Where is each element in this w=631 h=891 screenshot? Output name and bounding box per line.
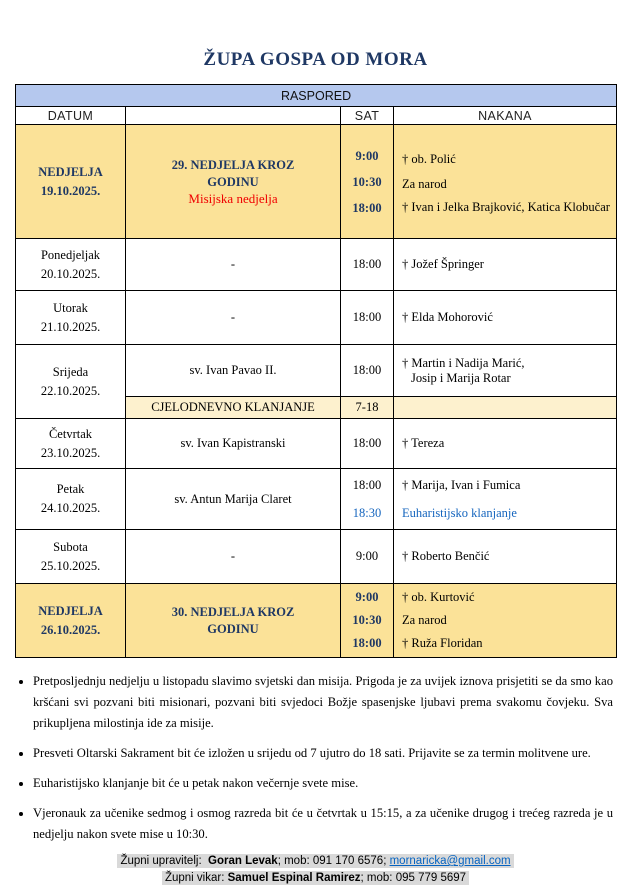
parish-vicar-line: [0, 872, 631, 884]
intention-line: † Ruža Floridan: [402, 636, 483, 650]
intention-line: Za narod: [402, 176, 447, 191]
intention-cell: [394, 469, 617, 530]
intention-line: Za narod: [402, 613, 447, 627]
date-label: 22.10.2025.: [40, 383, 101, 398]
intention-cell: [394, 345, 617, 397]
announcement-item: • Pretposljednju nedjelju u listopadu slavimo svjetski dan misija. Prigoda je za uvijek iznova prisjetiti se da smo kao kršćani svi pozvani biti misionari, pozvani biti svjedoci Božje spasenjske ljubavi prema svakomu čovjeku. Sva prikupljena milostinja ide za misije.: [33, 671, 613, 734]
schedule-table: [15, 84, 617, 658]
date-cell: [16, 584, 126, 658]
table-row: [16, 584, 617, 658]
date-label: 25.10.2025.: [40, 558, 101, 573]
date-cell: [16, 345, 126, 419]
date-cell: [16, 291, 126, 345]
intention-cell: † Elda Mohorović: [394, 291, 617, 345]
event-title: 29. NEDJELJA KROZ GODINU: [171, 157, 295, 189]
parish-administrator-line: [0, 855, 631, 867]
announcement-item: • Vjeronauk za učenike sedmog i osmog razreda bit će u četvrtak u 15:15, a za učenike drugog i trećeg razreda je u nedjelju nakon svete mise u 10:30.: [33, 803, 613, 845]
time-cell: 9:00: [341, 530, 394, 584]
intention-line: † Ivan i Jelka Brajković, Katica Klobučar: [402, 199, 610, 214]
time-value: 10:30: [352, 174, 382, 189]
table-row: [16, 291, 617, 345]
announcements-list: [18, 671, 613, 845]
vicar-label: Župni vikar:: [164, 872, 228, 884]
adoration-intention: [394, 397, 617, 419]
event-cell: -: [126, 530, 341, 584]
date-label: 19.10.2025.: [40, 183, 101, 198]
event-cell: sv. Antun Marija Claret: [126, 469, 341, 530]
table-band-title: RASPORED: [16, 85, 617, 107]
table-row: [16, 419, 617, 469]
day-label: Subota: [53, 539, 88, 554]
column-header-datum: DATUM: [16, 107, 126, 125]
day-label: Ponedjeljak: [40, 247, 100, 262]
intention-line: † Marija, Ivan i Fumica: [402, 478, 521, 492]
table-row: [16, 125, 617, 239]
date-label: 24.10.2025.: [40, 501, 101, 515]
intention-cell: [394, 125, 617, 239]
administrator-label: Župni upravitelj:: [120, 855, 209, 867]
event-cell: -: [126, 239, 341, 291]
date-label: 20.10.2025.: [40, 266, 101, 281]
time-cell: [341, 125, 394, 239]
event-cell: sv. Ivan Kapistranski: [126, 419, 341, 469]
day-label: Utorak: [53, 300, 88, 315]
day-label: NEDJELJA: [38, 603, 103, 618]
time-cell: 18:00: [341, 239, 394, 291]
time-value: 9:00: [355, 590, 379, 604]
intention-line: Euharistijsko klanjanje: [402, 506, 517, 520]
time-cell: 18:00: [341, 419, 394, 469]
adoration-time: 7-18: [341, 397, 394, 419]
contact-footer: [0, 855, 631, 884]
table-row: [16, 239, 617, 291]
table-band-row: [16, 85, 617, 107]
time-cell: 18:00: [341, 291, 394, 345]
time-value: 10:30: [352, 613, 382, 627]
date-label: 26.10.2025.: [40, 622, 101, 637]
intention-line: Josip i Marija Rotar: [411, 370, 511, 385]
intention-cell: † Jožef Špringer: [394, 239, 617, 291]
announcement-item: • Presveti Oltarski Sakrament bit će izložen u srijedu od 7 ujutro do 18 sati. Prijavite se za termin molitvene ure.: [33, 743, 613, 764]
intention-line: † Martin i Nadija Marić,: [402, 355, 525, 370]
time-cell: 18:00: [341, 345, 394, 397]
event-cell: [126, 125, 341, 239]
time-value: 18:00: [352, 478, 382, 492]
intention-cell: † Tereza: [394, 419, 617, 469]
event-cell: [126, 584, 341, 658]
intention-cell: † Roberto Benčić: [394, 530, 617, 584]
column-header-row: [16, 107, 617, 125]
administrator-phone: ; mob: 091 170 6576;: [277, 855, 390, 867]
date-cell: [16, 239, 126, 291]
vicar-phone: ; mob: 095 779 5697: [360, 872, 467, 884]
time-value: 18:30: [352, 506, 382, 520]
day-label: NEDJELJA: [38, 164, 103, 179]
event-cell: -: [126, 291, 341, 345]
table-row: [16, 469, 617, 530]
intention-line: † ob. Kurtović: [402, 590, 475, 604]
day-label: Četvrtak: [48, 426, 93, 441]
time-cell: [341, 469, 394, 530]
intention-cell: [394, 584, 617, 658]
date-cell: [16, 530, 126, 584]
time-value: 18:00: [352, 200, 382, 215]
intention-line: † ob. Polić: [402, 151, 456, 166]
date-label: 23.10.2025.: [40, 445, 101, 460]
announcement-item: • Euharistijsko klanjanje bit će u petak nakon večernje svete mise.: [33, 773, 613, 794]
adoration-label: CJELODNEVNO KLANJANJE: [126, 397, 341, 419]
day-label: Srijeda: [52, 364, 89, 379]
date-label: 21.10.2025.: [40, 319, 101, 334]
administrator-email-link[interactable]: mornaricka@gmail.com: [389, 855, 511, 867]
time-value: 9:00: [355, 148, 379, 163]
date-cell: [16, 125, 126, 239]
page-title: ŽUPA GOSPA OD MORA: [203, 49, 428, 70]
administrator-name: Goran Levak: [208, 855, 278, 867]
date-cell: [16, 469, 126, 530]
table-row: [16, 345, 617, 397]
column-header-nakana: NAKANA: [394, 107, 617, 125]
date-cell: [16, 419, 126, 469]
event-title: 30. NEDJELJA KROZ GODINU: [171, 604, 295, 636]
event-note: Misijska nedjelja: [188, 190, 278, 206]
event-cell: sv. Ivan Pavao II.: [126, 345, 341, 397]
vicar-name: Samuel Espinal Ramirez: [227, 872, 361, 884]
table-row: [16, 530, 617, 584]
column-header-event: [126, 107, 341, 125]
column-header-sat: SAT: [341, 107, 394, 125]
time-cell: [341, 584, 394, 658]
day-label: Petak: [56, 482, 85, 496]
time-value: 18:00: [352, 636, 382, 650]
